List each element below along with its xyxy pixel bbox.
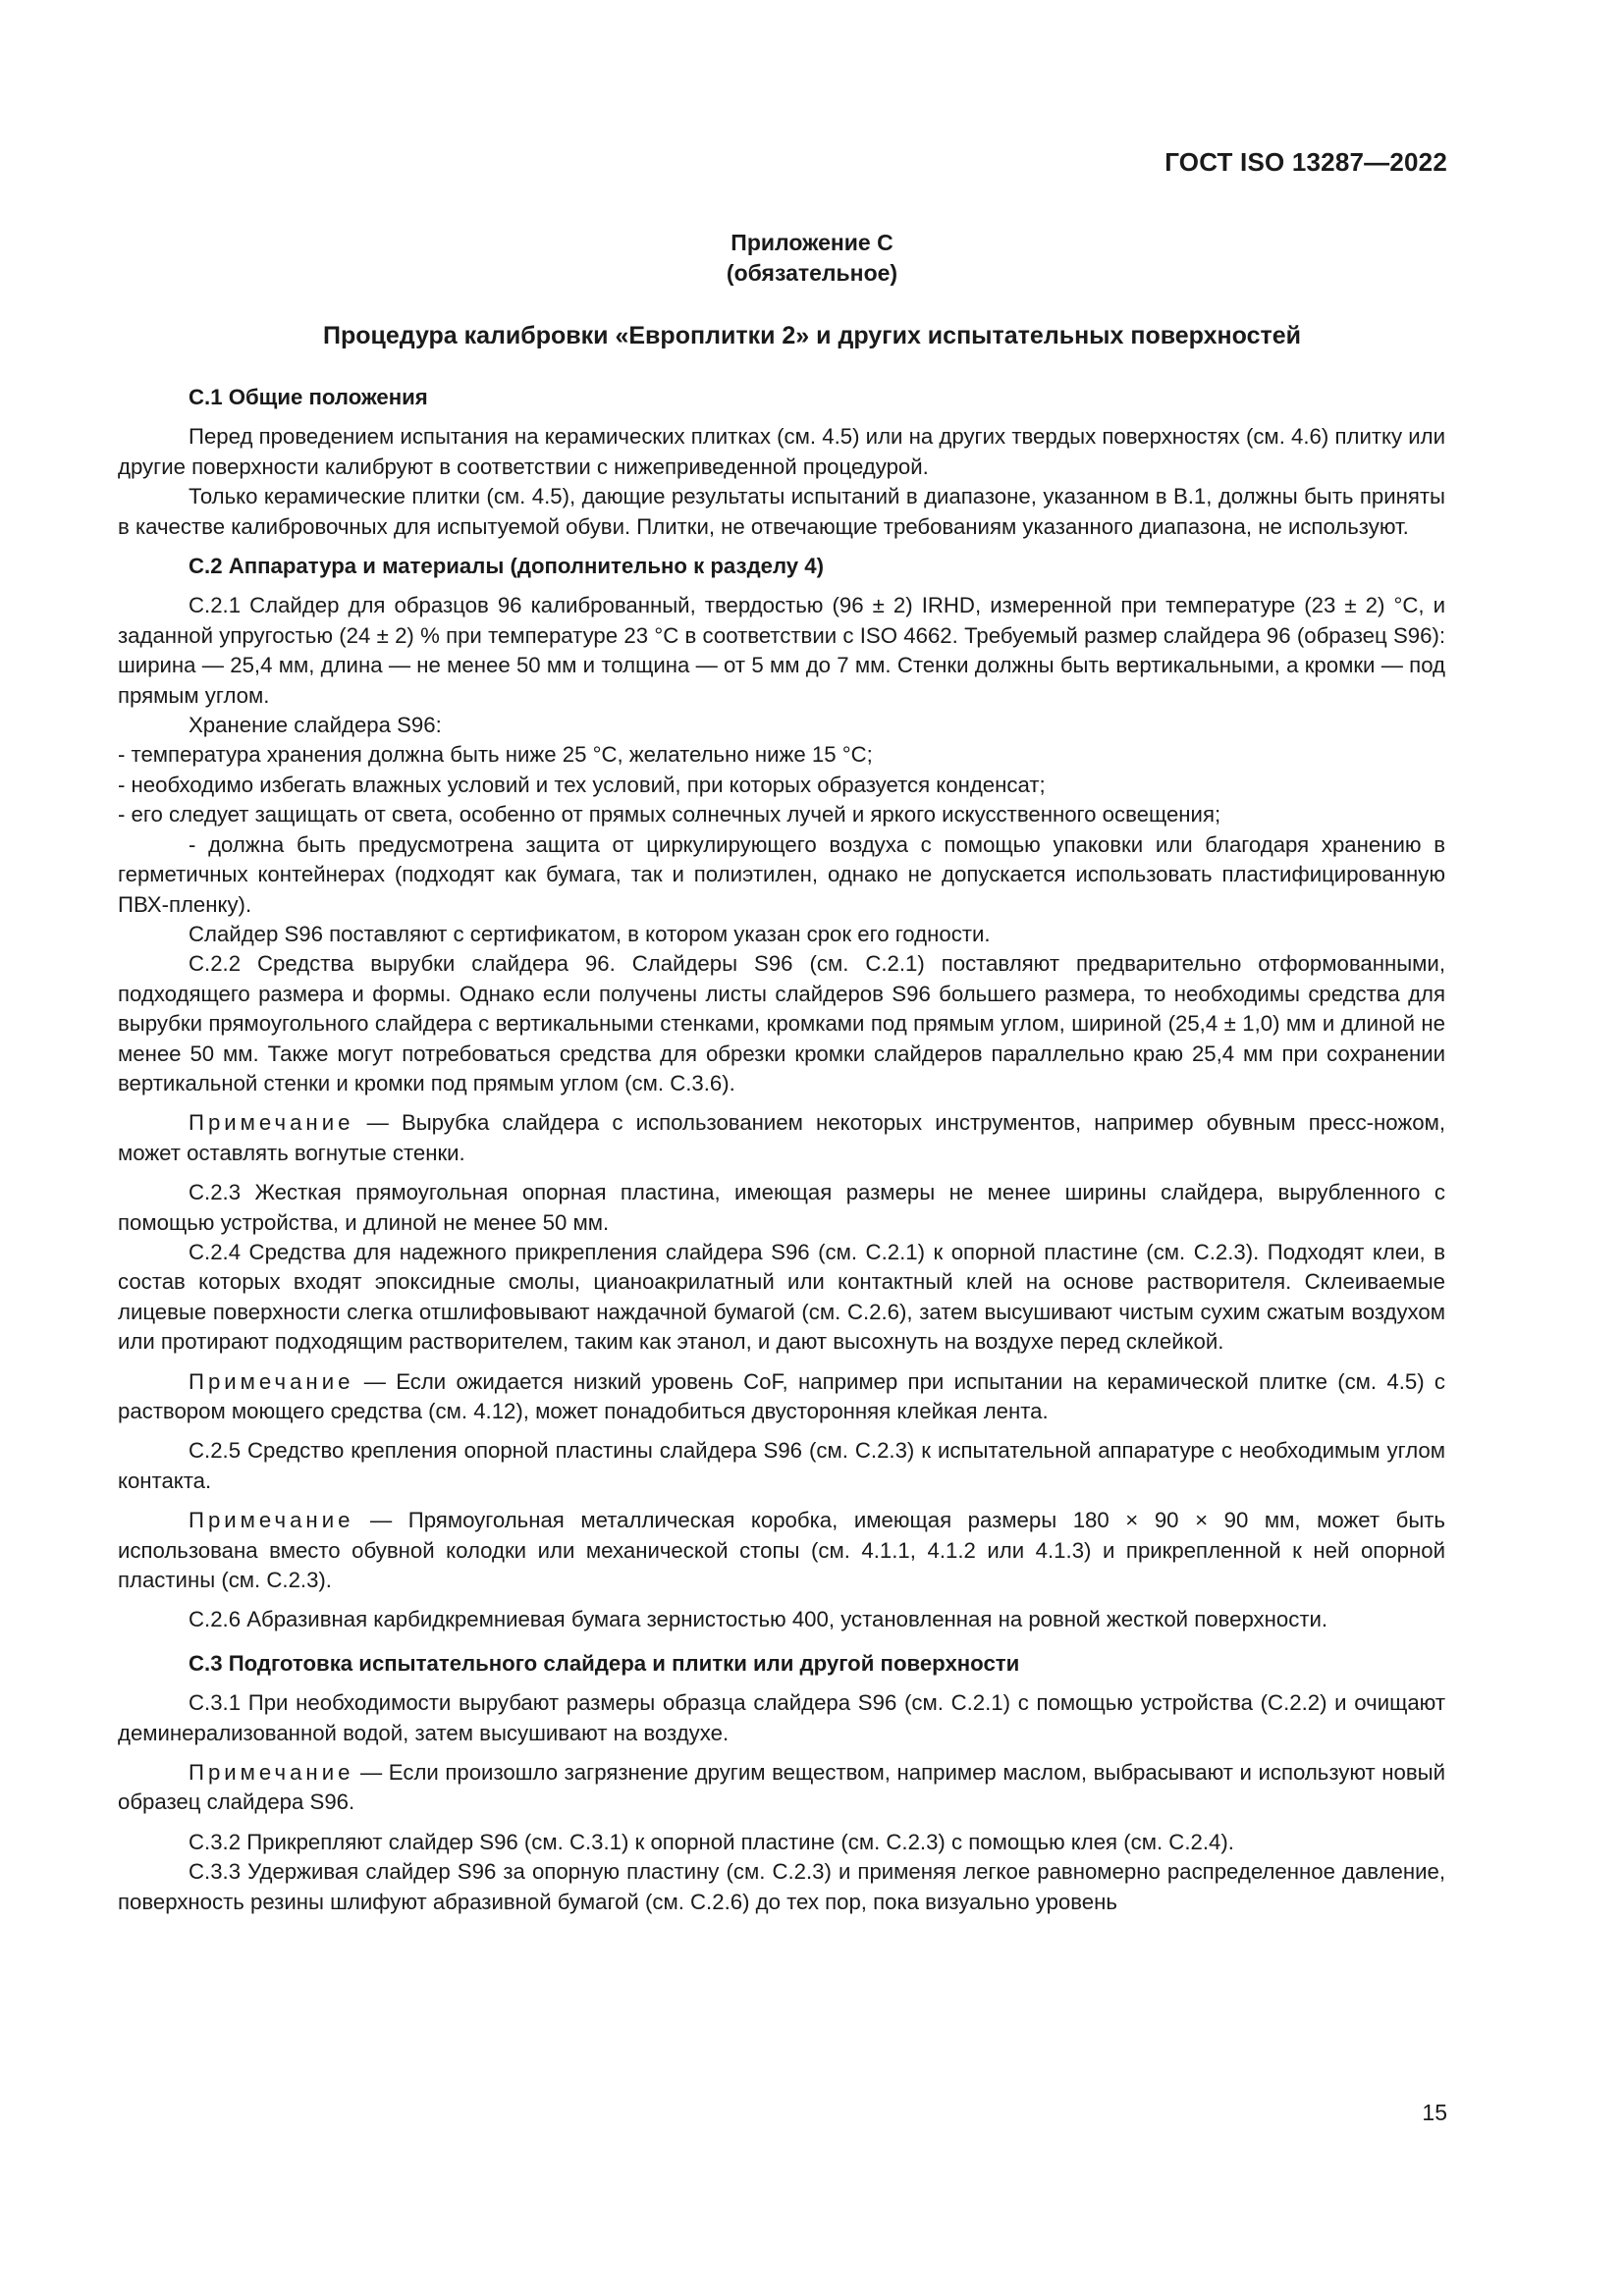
appendix-title: Процедура калибровки «Европлитки 2» и других испытательных поверхностей bbox=[322, 322, 1301, 349]
clause-c2-2: C.2.2 Средства вырубки слайдера 96. Слайдеры S96 (см. C.2.1) поставляют предварительно отформованными, подходящего размера и формы. Однако если получены листы слайдеров S96 большего размера, то необходимы средства для вырубки прямоугольного слайдера с вертикальными стенками, кромками под прямым углом, шириной (25,4 ± 1,0) мм и длиной не менее 50 мм. Также могут потребоваться средства для обрезки кромки слайдеров параллельно краю 25,4 мм при сохранении вертикальной стенки и кромки под прямым углом (см. C.3.6). bbox=[118, 951, 1445, 1095]
document-code-header: ГОСТ ISO 13287—2022 bbox=[1164, 147, 1447, 177]
paragraph: Перед проведением испытания на керамических плитках (см. 4.5) или на других твердых поверхностях (см. 4.6) плитку или другие поверхности калибруют в соответствии с нижеприведенной процедурой. bbox=[118, 424, 1445, 479]
note-text: — Если ожидается низкий уровень CoF, например при испытании на керамической плитке (см. 4.5) с раствором моющего средства (см. 4.12), может понадобиться двусторонняя клейкая лента. bbox=[118, 1368, 1445, 1423]
clause-c2-6: C.2.6 Абразивная карбидкремниевая бумага зернистостью 400, установленная на ровной жесткой поверхности. bbox=[189, 1607, 1328, 1632]
clause-c3-2: C.3.2 Прикрепляют слайдер S96 (см. C.3.1) к опорной пластине (см. C.2.3) с помощью клея (см. C.2.4). bbox=[189, 1829, 1234, 1854]
note bbox=[118, 1108, 1445, 1168]
storage-item: - необходимо избегать влажных условий и тех условий, при которых образуется конденсат; bbox=[118, 772, 1046, 797]
paragraph: Слайдер S96 поставляют с сертификатом, в котором указан срок его годности. bbox=[189, 921, 991, 946]
note-text: — Вырубка слайдера с использованием некоторых инструментов, например обувным пресс-ножом, может оставлять вогнутые стенки. bbox=[118, 1110, 1445, 1165]
note-label: Примечание bbox=[189, 1508, 354, 1533]
clause-c2-5: C.2.5 Средство крепления опорной пластины слайдера S96 (см. C.2.3) к испытательной аппаратуре с необходимым углом контакта. bbox=[118, 1438, 1445, 1493]
document-body bbox=[118, 383, 1445, 1917]
appendix-label: Приложение C bbox=[731, 230, 893, 255]
note-text: — Если произошло загрязнение другим веществом, например маслом, выбрасывают и используют новый образец слайдера S96. bbox=[118, 1760, 1445, 1815]
appendix-status: (обязательное) bbox=[726, 260, 898, 286]
clause-c2-4: C.2.4 Средства для надежного прикрепления слайдера S96 (см. C.2.1) к опорной пластине (см. C.2.3). Подходят клеи, в состав которых входят эпоксидные смолы, цианоакрилатный или контактный клей на основе растворителя. Склеиваемые лицевые поверхности слегка отшлифовывают наждачной бумагой (см. C.2.6), затем высушивают чистым сухим сжатым воздухом или протирают подходящим растворителем, таким как этанол, и дают высохнуть на воздухе перед склейкой. bbox=[118, 1239, 1445, 1355]
clause-c2-3: C.2.3 Жесткая прямоугольная опорная пластина, имеющая размеры не менее ширины слайдера, вырубленного с помощью устройства, и длиной не менее 50 мм. bbox=[118, 1180, 1445, 1235]
section-heading-c1: C.1 Общие положения bbox=[189, 385, 428, 409]
storage-title: Хранение слайдера S96: bbox=[189, 713, 442, 738]
note-label: Примечание bbox=[189, 1760, 354, 1786]
storage-item: - его следует защищать от света, особенно от прямых солнечных лучей и яркого искусственного освещения; bbox=[118, 802, 1221, 828]
storage-item: - должна быть предусмотрена защита от циркулирующего воздуха с помощью упаковки или благодаря хранению в герметичных контейнерах (подходят как бумага, так и полиэтилен, однако не допускается использовать пластифицированную ПВХ-пленку). bbox=[118, 831, 1445, 917]
note-label: Примечание bbox=[189, 1110, 354, 1136]
clause-c3-1: C.3.1 При необходимости вырубают размеры образца слайдера S96 (см. C.2.1) с помощью устройства (C.2.2) и очищают деминерализованной водой, затем высушивают на воздухе. bbox=[118, 1690, 1445, 1745]
note bbox=[118, 1367, 1445, 1427]
section-heading-c3: C.3 Подготовка испытательного слайдера и плитки или другой поверхности bbox=[189, 1650, 1020, 1676]
note bbox=[118, 1758, 1445, 1818]
clause-c2-1: C.2.1 Слайдер для образцов 96 калиброванный, твердостью (96 ± 2) IRHD, измеренной при температуре (23 ± 2) °C, и заданной упругостью (24 ± 2) % при температуре 23 °C в соответствии с ISO 4662. Требуемый размер слайдера 96 (образец S96): ширина — 25,4 мм, длина — не менее 50 мм и толщина — от 5 мм до 7 мм. Стенки должны быть вертикальными, а кромки — под прямым углом. bbox=[118, 593, 1445, 708]
note bbox=[118, 1506, 1445, 1595]
page-number: 15 bbox=[1422, 2100, 1447, 2125]
note-text: — Прямоугольная металлическая коробка, имеющая размеры 180 × 90 × 90 мм, может быть использована вместо обувной колодки или механической стопы (см. 4.1.1, 4.1.2 или 4.1.3) и прикрепленной к ней опорной пластины (см. C.2.3). bbox=[118, 1508, 1445, 1593]
note-label: Примечание bbox=[189, 1368, 354, 1394]
clause-c3-3: C.3.3 Удерживая слайдер S96 за опорную пластину (см. C.2.3) и применяя легкое равномерно распределенное давление, поверхность резины шлифуют абразивной бумагой (см. C.2.6) до тех пор, пока визуально уровень bbox=[118, 1859, 1445, 1914]
storage-item: - температура хранения должна быть ниже 25 °C, желательно ниже 15 °C; bbox=[118, 742, 873, 768]
section-heading-c2: C.2 Аппаратура и материалы (дополнительно к разделу 4) bbox=[189, 554, 825, 579]
paragraph: Только керамические плитки (см. 4.5), дающие результаты испытаний в диапазоне, указанном в B.1, должны быть приняты в качестве калибровочных для испытуемой обуви. Плитки, не отвечающие требованиям указанного диапазона, не используют. bbox=[118, 484, 1445, 539]
appendix-heading bbox=[0, 228, 1624, 289]
